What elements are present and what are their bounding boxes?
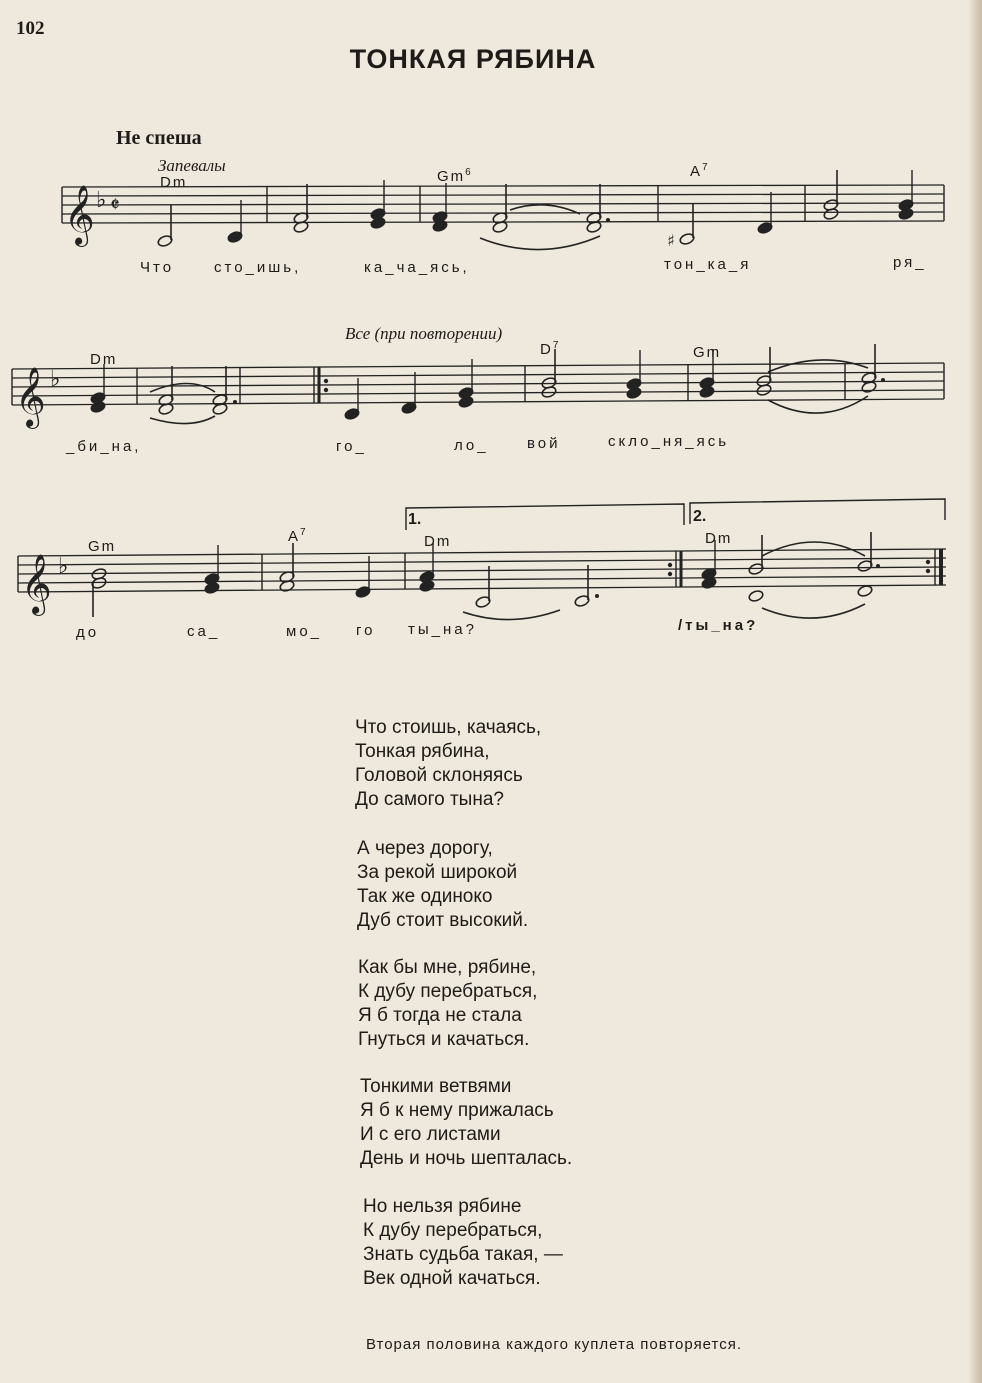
svg-text:𝄞: 𝄞 bbox=[15, 367, 46, 427]
chord-symbol: Dm bbox=[160, 174, 188, 191]
lyric-syllable: до bbox=[76, 624, 100, 641]
tempo-marking: Не спеша bbox=[116, 127, 202, 149]
chord-symbol: $A^7$ bbox=[690, 162, 708, 180]
verse-4 bbox=[360, 1075, 572, 1171]
lyric-syllable: мо_ bbox=[286, 623, 322, 640]
song-title: ТОНКАЯ РЯБИНА bbox=[349, 44, 597, 74]
verse-line: Я б тогда не стала bbox=[358, 1005, 522, 1026]
lyric-syllable: ты_на? bbox=[408, 621, 477, 638]
lyric-syllable: скло_ня_ясь bbox=[608, 433, 730, 450]
verse-line: К дубу перебраться, bbox=[358, 981, 538, 1002]
lyric-syllable: го_ bbox=[336, 438, 367, 455]
svg-text:𝄞: 𝄞 bbox=[21, 554, 52, 614]
chord-symbol: Gm$^6$ bbox=[437, 167, 471, 185]
lyric-syllable: ка_ча_ясь, bbox=[364, 259, 470, 276]
lyric-syllable: _би_на, bbox=[66, 438, 142, 455]
verse-line: Дуб стоит высокий. bbox=[357, 910, 529, 931]
verse-line: Век одной качаться. bbox=[363, 1268, 541, 1289]
page-number: 102 bbox=[16, 18, 45, 39]
chord-symbol: Gm bbox=[693, 344, 722, 361]
lyric-syllable: тон_ка_я bbox=[664, 256, 752, 273]
verse-line: Тонкими ветвями bbox=[360, 1076, 512, 1097]
verse-line: День и ночь шепталась. bbox=[360, 1148, 573, 1169]
verse-line: Но нельзя рябине bbox=[363, 1196, 522, 1217]
ending-1-label: 1. bbox=[408, 511, 422, 528]
verse-line: Гнуться и качаться. bbox=[358, 1029, 530, 1050]
lyric-syllable: Что bbox=[140, 259, 175, 276]
chord-symbol: Dm bbox=[90, 351, 118, 368]
chord-symbol: $D^7$ bbox=[540, 340, 559, 358]
verse-3 bbox=[358, 956, 537, 1052]
lyric-syllable: ло_ bbox=[454, 437, 489, 454]
direction-soloists: Запевалы bbox=[158, 156, 226, 175]
svg-text:𝄵: 𝄵 bbox=[110, 193, 120, 218]
svg-text:♭: ♭ bbox=[96, 188, 107, 213]
lyric-syllable: ря_ bbox=[893, 254, 927, 271]
verse-line: Так же одиноко bbox=[357, 886, 493, 907]
verse-line: Что стоишь, качаясь, bbox=[355, 717, 542, 738]
verse-line: За рекой широкой bbox=[357, 862, 518, 883]
verse-2 bbox=[357, 837, 528, 933]
lyric-syllable: вой bbox=[527, 435, 561, 452]
chord-symbol: Gm bbox=[88, 538, 117, 555]
lyric-syllable: го bbox=[356, 622, 376, 639]
verse-5 bbox=[363, 1195, 563, 1291]
verse-line: Я б к нему прижалась bbox=[360, 1100, 554, 1121]
svg-text:♭: ♭ bbox=[58, 554, 69, 579]
svg-text:♭: ♭ bbox=[50, 367, 61, 392]
verse-line: А через дорогу, bbox=[357, 838, 493, 859]
chord-symbol: $A^7$ bbox=[288, 527, 306, 545]
chord-symbol: Dm bbox=[705, 530, 733, 547]
verse-line: Как бы мне, рябине, bbox=[358, 957, 537, 978]
verse-line: И с его листами bbox=[360, 1124, 501, 1145]
lyric-syllable: са_ bbox=[187, 623, 221, 640]
verse-line: До самого тына? bbox=[355, 789, 504, 810]
lyric-syllable: сто_ишь, bbox=[214, 259, 302, 276]
verse-line: Головой склоняясь bbox=[355, 765, 523, 786]
chord-symbol: Dm bbox=[424, 533, 452, 550]
verse-line: Тонкая рябина, bbox=[355, 741, 490, 762]
svg-text:𝄞: 𝄞 bbox=[64, 185, 95, 245]
verse-line: Знать судьба такая, — bbox=[363, 1244, 563, 1265]
lyric-syllable: /ты_на? bbox=[678, 617, 759, 634]
ending-2-label: 2. bbox=[693, 508, 707, 525]
direction-all: Все (при повторении) bbox=[345, 324, 503, 343]
verse-line: К дубу перебраться, bbox=[363, 1220, 543, 1241]
footnote: Вторая половина каждого куплета повторяется. bbox=[366, 1336, 743, 1353]
verse-1 bbox=[355, 716, 541, 812]
svg-text:♯: ♯ bbox=[667, 231, 675, 250]
